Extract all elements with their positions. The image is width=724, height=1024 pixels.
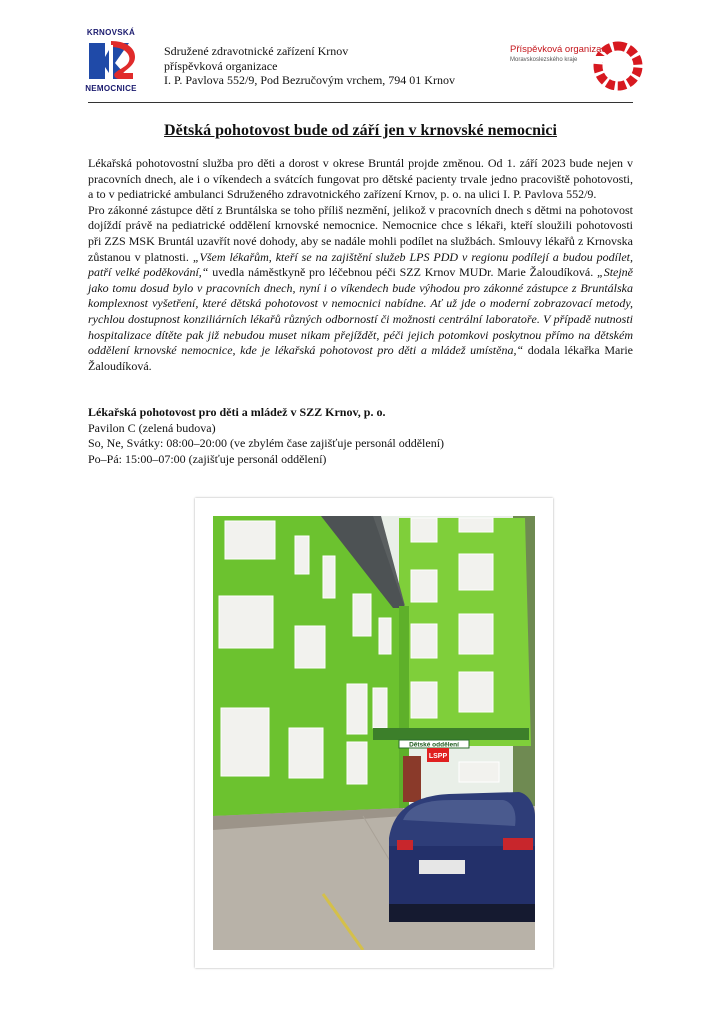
department-sign: Dětské oddělení	[409, 741, 459, 749]
lspp-sign: LSPP	[428, 753, 448, 760]
quote-2: „Stejně jako tomu dosud bylo v pracovních dnech, nyní i o víkendech bude výhodou pro zákonné zástupce z Bruntálska komplexnost vyšetření, které dětská pohotovost v nemocnici nabídne. Ať už jde o moderní zobrazovací metody, rychlou dostupnost konziliárních lékařů různých odborností či možnosti centrální laboratoře. V případě nutnosti hospitalizace dítěte pak již nebudou muset nikam přejíždět, péči jejich potomkovi poskytnou přímo na dětském oddělení krnovské nemocnice, kde je lékařská pohotovost pro děti a mládež umístěna,“	[88, 265, 634, 358]
header-divider	[88, 102, 633, 103]
hospital-building-image	[213, 516, 535, 950]
region-logo-line2: Moravskoslezského kraje	[510, 57, 578, 63]
info-location: Pavilon C (zelená budova)	[88, 420, 216, 435]
info-weekend-hours: So, Ne, Svátky: 08:00–20:00 (ve zbylém čase zajišťuje personál oddělení)	[88, 436, 445, 451]
region-ring-icon	[590, 38, 646, 94]
organization-address: I. P. Pavlova 552/9, Pod Bezručovým vrchem, 794 01 Krnov	[164, 73, 455, 87]
logo-top-text: KRNOVSKÁ	[86, 28, 136, 37]
organization-name: Sdružené zdravotnické zařízení Krnov	[164, 44, 349, 58]
organization-type: příspěvková organizace	[164, 58, 278, 73]
paragraph-2-end: dodala lékařka Marie Žaloudíková.	[88, 343, 633, 373]
article-body	[88, 156, 633, 374]
organization-block	[164, 44, 455, 88]
article-paragraph-2	[88, 203, 633, 375]
info-heading: Lékařská pohotovost pro děti a mládež v SZZ Krnov, p. o.	[88, 405, 386, 419]
article-paragraph-1: Lékařská pohotovostní služba pro děti a dorost v okrese Bruntál projde změnou. Od 1. září 2023 bude nejen v pracovních dnech, ale i o víkendech a svátcích fungovat pro dětské pacienty trvale jedno pracoviště pohotovosti, a to v pediatrické ambulanci Sdruženého zdravotnického zařízení Krnov, p. o. na ulici I. P. Pavlova 552/9.	[88, 156, 633, 202]
hospital-photo	[195, 498, 553, 968]
region-logo	[510, 38, 636, 94]
info-block	[88, 405, 633, 467]
info-weekday-hours: Po–Pá: 15:00–07:00 (zajišťuje personál oddělení)	[88, 451, 327, 466]
document-header	[0, 0, 724, 110]
paragraph-2-intro: Pro zákonné zástupce dětí z Bruntálska se toho příliš nezmění, jelikož v pracovních dnech s dětmi na pohotovost dojíždí právě na pediatrické oddělení krnovské nemocnice. Nemocnice chce s lékaři, kteří sloužili pohotovosti při ZZS MSK Bruntál uzavřít nové dohody, aby se nadále mohli podílet na službách. Smlouvy lékařů z Krnovska zůstanou v platnosti.	[88, 202, 633, 264]
paragraph-2-attribution: uvedla náměstkyně pro léčebnou péči SZZ Krnov MUDr. Marie Žaloudíková.	[208, 265, 598, 280]
region-logo-line1: Příspěvková organizace	[510, 44, 612, 55]
article-title: Dětská pohotovost bude od září jen v krnovské nemocnici	[164, 122, 557, 139]
logo-bottom-text: NEMOCNICE	[85, 84, 137, 93]
quote-1: „Všem lékařům, kteří se na zajištění služeb LPS PDD v regionu podílejí a budou podílet, patří velké poděkování,“	[88, 249, 633, 280]
logo-emblem-icon	[85, 39, 137, 83]
hospital-logo	[82, 28, 140, 94]
